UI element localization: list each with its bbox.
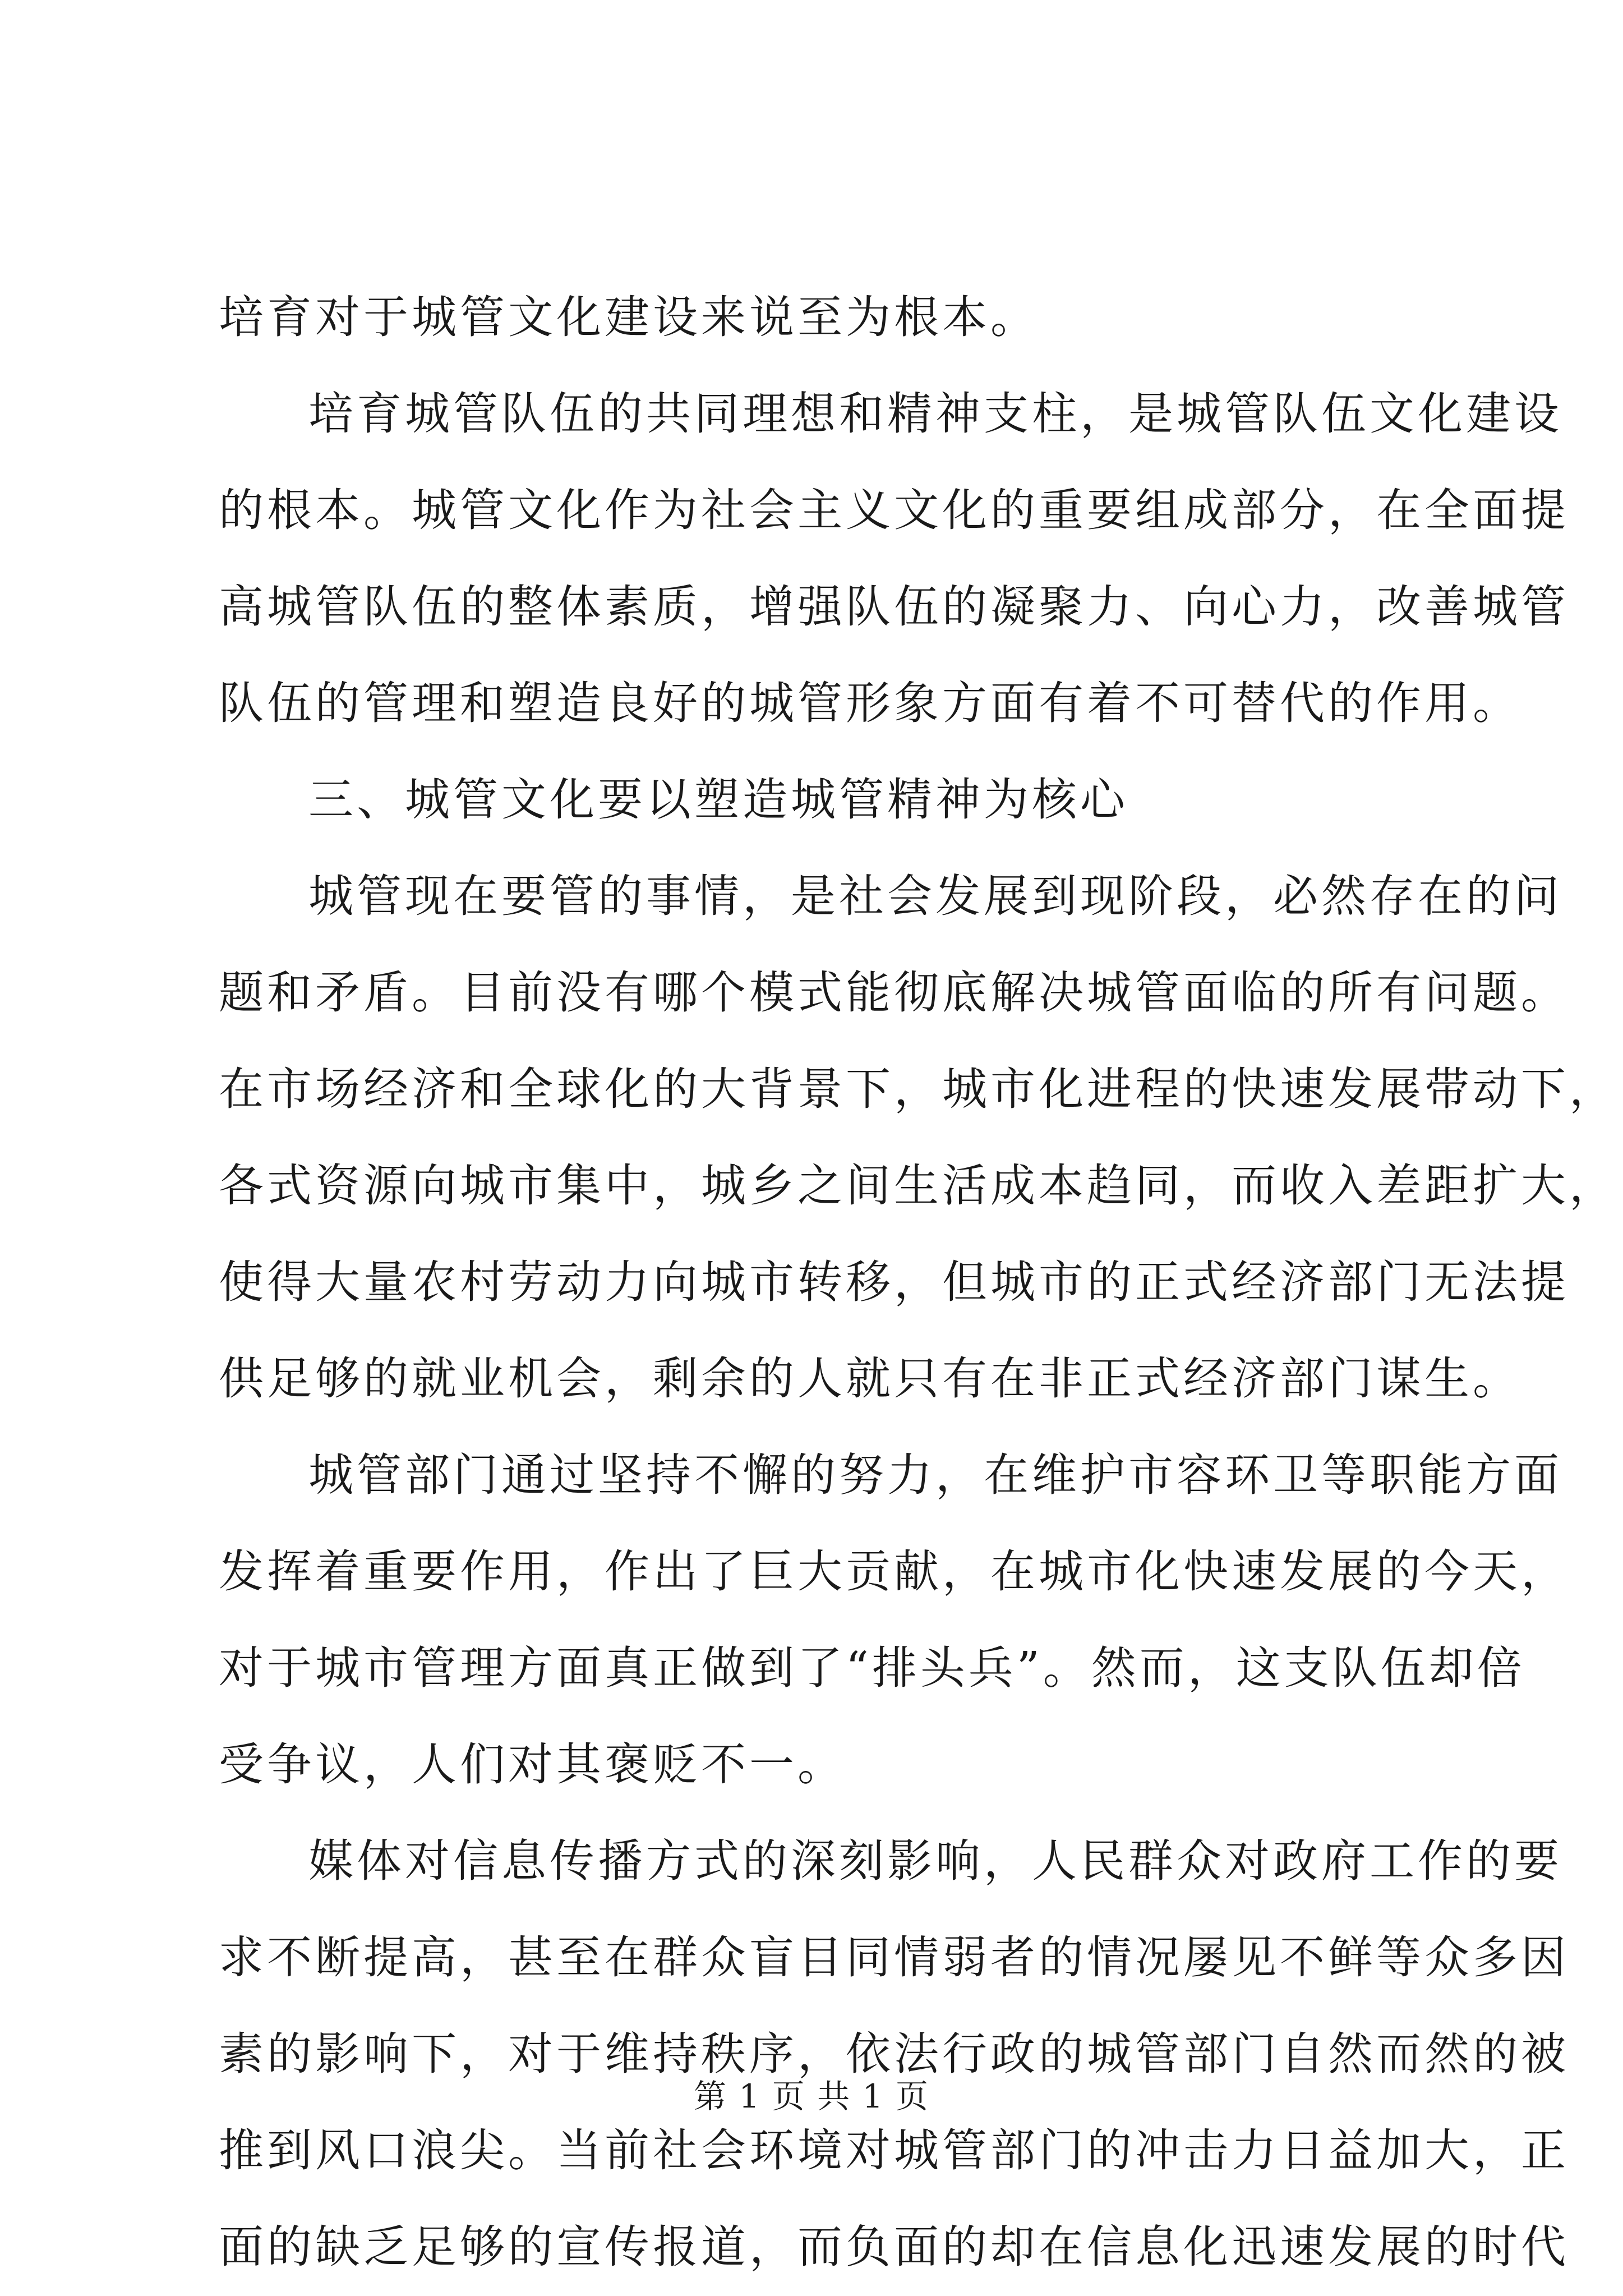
text-line: 媒体对信息传播方式的深刻影响，人民群众对政府工作的要	[308, 1835, 1562, 1887]
text-line: 的根本。城管文化作为社会主义文化的重要组成部分，在全面提	[219, 484, 1569, 536]
text-line: 城管现在要管的事情，是社会发展到现阶段，必然存在的问	[308, 870, 1562, 922]
text-line: 发挥着重要作用，作出了巨大贡献，在城市化快速发展的今天，	[219, 1545, 1569, 1598]
text-line: 对于城市管理方面真正做到了“排头兵”。然而，这支队伍却倍	[219, 1642, 1525, 1694]
text-line: 各式资源向城市集中，城乡之间生活成本趋同，而收入差距扩大，	[219, 1159, 1617, 1212]
text-line: 队伍的管理和塑造良好的城管形象方面有着不可替代的作用。	[219, 677, 1521, 729]
text-line: 高城管队伍的整体素质，增强队伍的凝聚力、向心力，改善城管	[219, 581, 1569, 633]
text-line: 城管部门通过坚持不懈的努力，在维护市容环卫等职能方面	[308, 1449, 1562, 1501]
text-line: 求不断提高，甚至在群众盲目同情弱者的情况屡见不鲜等众多因	[219, 1931, 1569, 1984]
document-body	[219, 269, 1617, 2295]
text-line: 培育城管队伍的共同理想和精神支柱，是城管队伍文化建设	[308, 388, 1562, 440]
text-line: 受争议，人们对其褒贬不一。	[219, 1738, 846, 1791]
text-line: 推到风口浪尖。当前社会环境对城管部门的冲击力日益加大，正	[219, 2124, 1569, 2177]
text-line: 三、城管文化要以塑造城管精神为核心	[308, 774, 1128, 826]
text-line: 面的缺乏足够的宣传报道，而负面的却在信息化迅速发展的时代	[219, 2221, 1569, 2273]
text-line: 素的影响下，对于维持秩序，依法行政的城管部门自然而然的被	[219, 2028, 1569, 2080]
text-line: 供足够的就业机会，剩余的人就只有在非正式经济部门谋生。	[219, 1352, 1521, 1405]
text-line: 培育对于城管文化建设来说至为根本。	[219, 291, 1039, 343]
text-line: 题和矛盾。目前没有哪个模式能彻底解决城管面临的所有问题。	[219, 967, 1569, 1019]
text-line: 在市场经济和全球化的大背景下，城市化进程的快速发展带动下，	[219, 1063, 1617, 1115]
page-footer: 第 1 页 共 1 页	[694, 2077, 929, 2115]
text-line: 使得大量农村劳动力向城市转移，但城市的正式经济部门无法提	[219, 1256, 1569, 1308]
